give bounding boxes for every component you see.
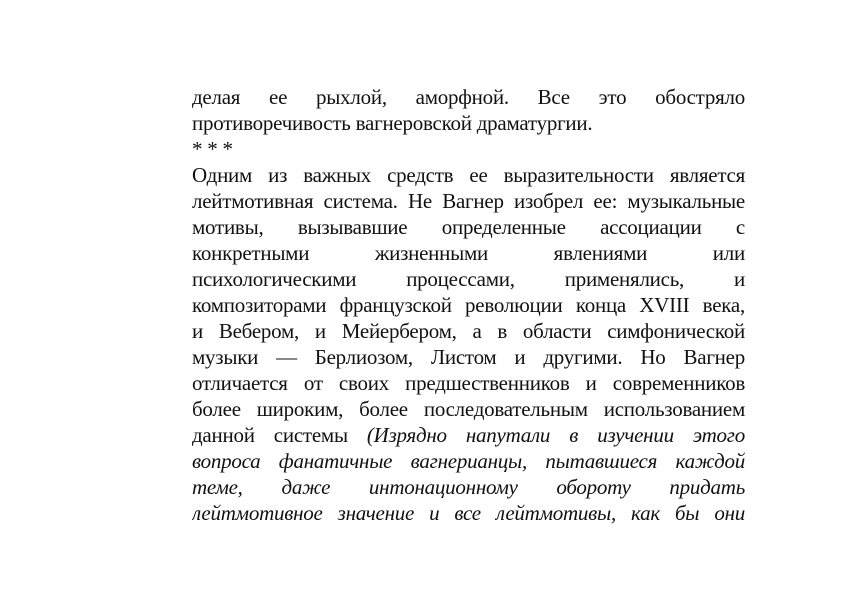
section-separator: * * * bbox=[192, 137, 233, 161]
text-line: психологическими процессами, применялись, и bbox=[192, 267, 745, 291]
text-line: мотивы, вызывавшие определенные ассоциации с bbox=[192, 215, 745, 239]
body-text bbox=[192, 84, 745, 526]
text-line: делая ее рыхлой, аморфной. Все это обостряло bbox=[192, 85, 745, 109]
text-normal-segment: данной системы bbox=[192, 423, 348, 447]
text-line-italic: теме, даже интонационному обороту придать bbox=[192, 475, 745, 499]
text-line: конкретными жизненными явлениями или bbox=[192, 241, 745, 265]
text-line: и Вебером, и Мейербером, а в области симфонической bbox=[192, 319, 745, 343]
text-line: музыки — Берлиозом, Листом и другими. Но Вагнер bbox=[192, 345, 745, 369]
text-line: Одним из важных средств ее выразительности является bbox=[192, 163, 745, 187]
text-line-italic: вопроса фанатичные вагнерианцы, пытавшиеся каждой bbox=[192, 449, 745, 473]
text-line-italic: лейтмотивное значение и все лейтмотивы, как бы они bbox=[192, 501, 745, 525]
text-line: отличается от своих предшественников и современников bbox=[192, 371, 745, 395]
text-line: композиторами французской революции конца XVIII века, bbox=[192, 293, 745, 317]
text-line: более широким, более последовательным использованием bbox=[192, 397, 745, 421]
text-italic-segment: (Изрядно напутали в изучении этого bbox=[366, 423, 745, 447]
text-line: противоречивость вагнеровской драматургии. bbox=[192, 111, 593, 135]
text-line-mixed bbox=[192, 422, 745, 448]
text-line: лейтмотивная система. Не Вагнер изобрел ее: музыкальные bbox=[192, 189, 745, 213]
